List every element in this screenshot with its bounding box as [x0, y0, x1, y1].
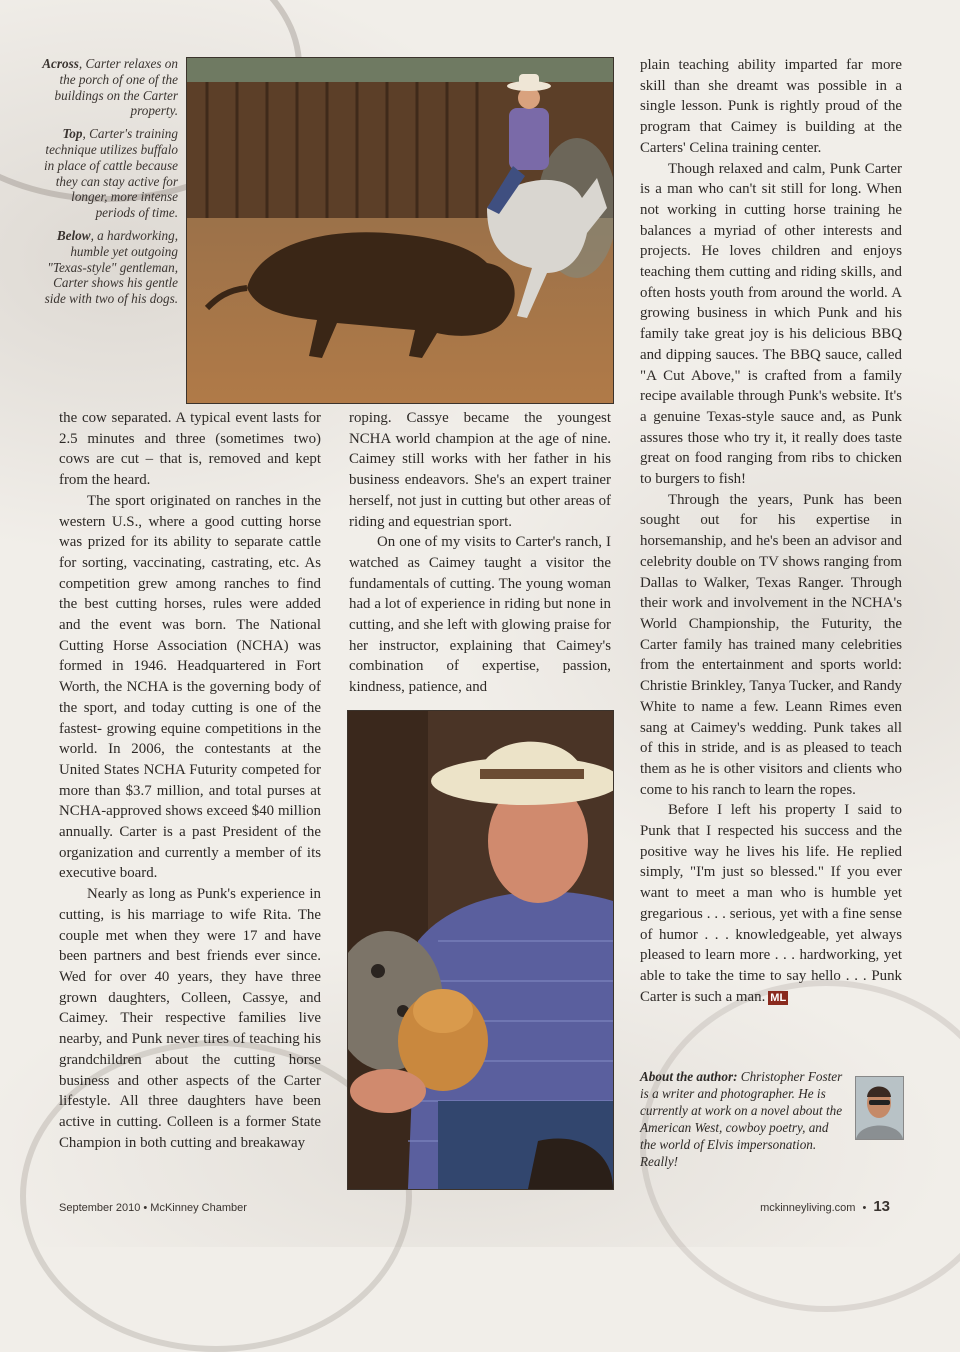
caption-top: Top, Carter's training technique utilizes buffalo in place of cattle because they can stay active for longer, more intense periods of time. — [43, 126, 178, 221]
paragraph: Through the years, Punk has been sought out for his expertise in horsemanship, and he's been an advisor and celebrity double on TV shows ranging from Dallas to Walker, Texas Ranger. Through their work and involvement in the NCHA's World Championship, the Futurity, the Carter family has trained many celebrities from the entertainment and sports world: Christie Brinkley, Tanya Tucker, and Randy White to name a few. Leann Rimes even sang at Caimey's wedding. Punk takes all of this in stride, and is as pleased to teach them as he is other visitors and clients who come to his ranch to learn the ropes. — [640, 491, 902, 798]
footer-issue-label: September 2010 • McKinney Chamber — [59, 1202, 247, 1214]
paragraph: Though relaxed and calm, Punk Carter is a man who can't sit still for long. When not working in cutting horse training he balances a myriad of other interests and projects. He loves children and enjoys teaching them cutting and riding skills, and often hosts youth from around the world. A growing business in which Punk and his family take great joy is his delicious BBQ and dipping sauces. The BBQ sauce, called "A Cut Above," is crafted from a family recipe available through Punk's website. It's a genuine Texas-style sauce and, as Punk assures those who try it, it really does taste great on food ranging from ribs to chicken to burgers to fish! — [640, 160, 902, 488]
carter-with-dogs-photo — [347, 710, 614, 1190]
page-number: 13 — [873, 1198, 890, 1215]
caption-below: Below, a hardworking, humble yet outgoing "Texas-style" gentleman, Carter shows his gentle side with two of his dogs. — [44, 227, 178, 307]
about-the-author — [640, 1068, 846, 1170]
paragraph: On one of my visits to Carter's ranch, I watched as Caimey taught a visitor the fundamentals of cutting. The young woman had a lot of experience in riding but none in cutting, and she left with glowing praise for her instructor, explaining that Caimey's combination of expertise, passion, kindness, patience, and — [349, 534, 611, 696]
buffalo-cutting-illustration — [187, 58, 613, 403]
about-label: About the author: — [640, 1069, 738, 1084]
footer-bullet: • — [862, 1202, 867, 1214]
article-column-3 — [640, 55, 902, 1007]
author-headshot — [855, 1076, 904, 1140]
photo-captions — [40, 56, 178, 314]
buffalo-cutting-photo — [186, 57, 614, 404]
author-headshot-illustration — [856, 1077, 903, 1139]
footer-page-info — [760, 1198, 890, 1215]
paragraph: the cow separated. A typical event lasts for 2.5 minutes and three (sometimes two) cows are cut – that is, removed and kept from the heard. — [59, 410, 321, 489]
end-mark-ml-logo: ML — [770, 991, 787, 1004]
article-column-1 — [59, 408, 321, 1153]
paragraph: roping. Cassye became the youngest NCHA world champion at the age of nine. Caimey still works with her father in his business endeavors. She's an expert trainer herself, not just in cutting but other areas of riding and equestrian sport. — [349, 410, 611, 530]
footer-website: mckinneyliving.com — [760, 1202, 856, 1214]
caption-across: Across, Carter relaxes on the porch of one of the buildings on the Carter property. — [42, 56, 178, 119]
paragraph: The sport originated on ranches in the western U.S., where a good cutting horse was prized for its ability to separate cattle for sorting, vaccinating, castrating, etc. As competition grew among ranches to find the best cutting horses, rules were added and the event was born. The National Cutting Horse Association (NCHA) was formed in 1946. Headquartered in Fort Worth, the NCHA is the governing body of the sport, and today cutting is one of the fastest- growing equine competitions in the world. In 2006, the contestants at the United States NCHA Futurity competed for more than $3.7 million, and total purses at NCHA-approved shows exceed $40 million annually. Carter is a past President of the organization and currently a member of its executive board. — [59, 492, 321, 882]
carter-with-dogs-illustration — [348, 711, 613, 1189]
about-text: Christopher Foster is a writer and photographer. He is currently at work on a novel about the American West, cowboy poetry, and the world of Elvis impersonation. Really! — [640, 1069, 843, 1169]
paragraph: Nearly as long as Punk's experience in cutting, is his marriage to wife Rita. The couple met when they were 17 and have been partners and best friends ever since. Wed for over 40 years, they have three grown daughters, Colleen, Cassye, and Caimey. Their respective families live nearby, and Punk never tires of teaching his grandchildren about the cutting horse business and other aspects of the Carter lifestyle. All three daughters have been active in cutting. Colleen is a former State Champion in both cutting and breakaway — [59, 886, 321, 1151]
article-column-2 — [349, 408, 611, 698]
paragraph: plain teaching ability imparted far more skill than she dreamt was possible in a single lesson. Punk is rightly proud of the program that Caimey is building at the Carters' Celina training center. — [640, 57, 902, 156]
paragraph: Before I left his property I said to Punk that I respected his success and the positive way he lives his life. He replied simply, "I'm just so blessed." If you ever want to meet a man who is humble yet gregarious . . . serious, yet with a fine sense of humor . . . knowledgeable, yet always pleased to learn more . . . hardworking, yet able to take the time to say hello . . . Punk Carter is such a man. ML — [640, 802, 902, 1005]
